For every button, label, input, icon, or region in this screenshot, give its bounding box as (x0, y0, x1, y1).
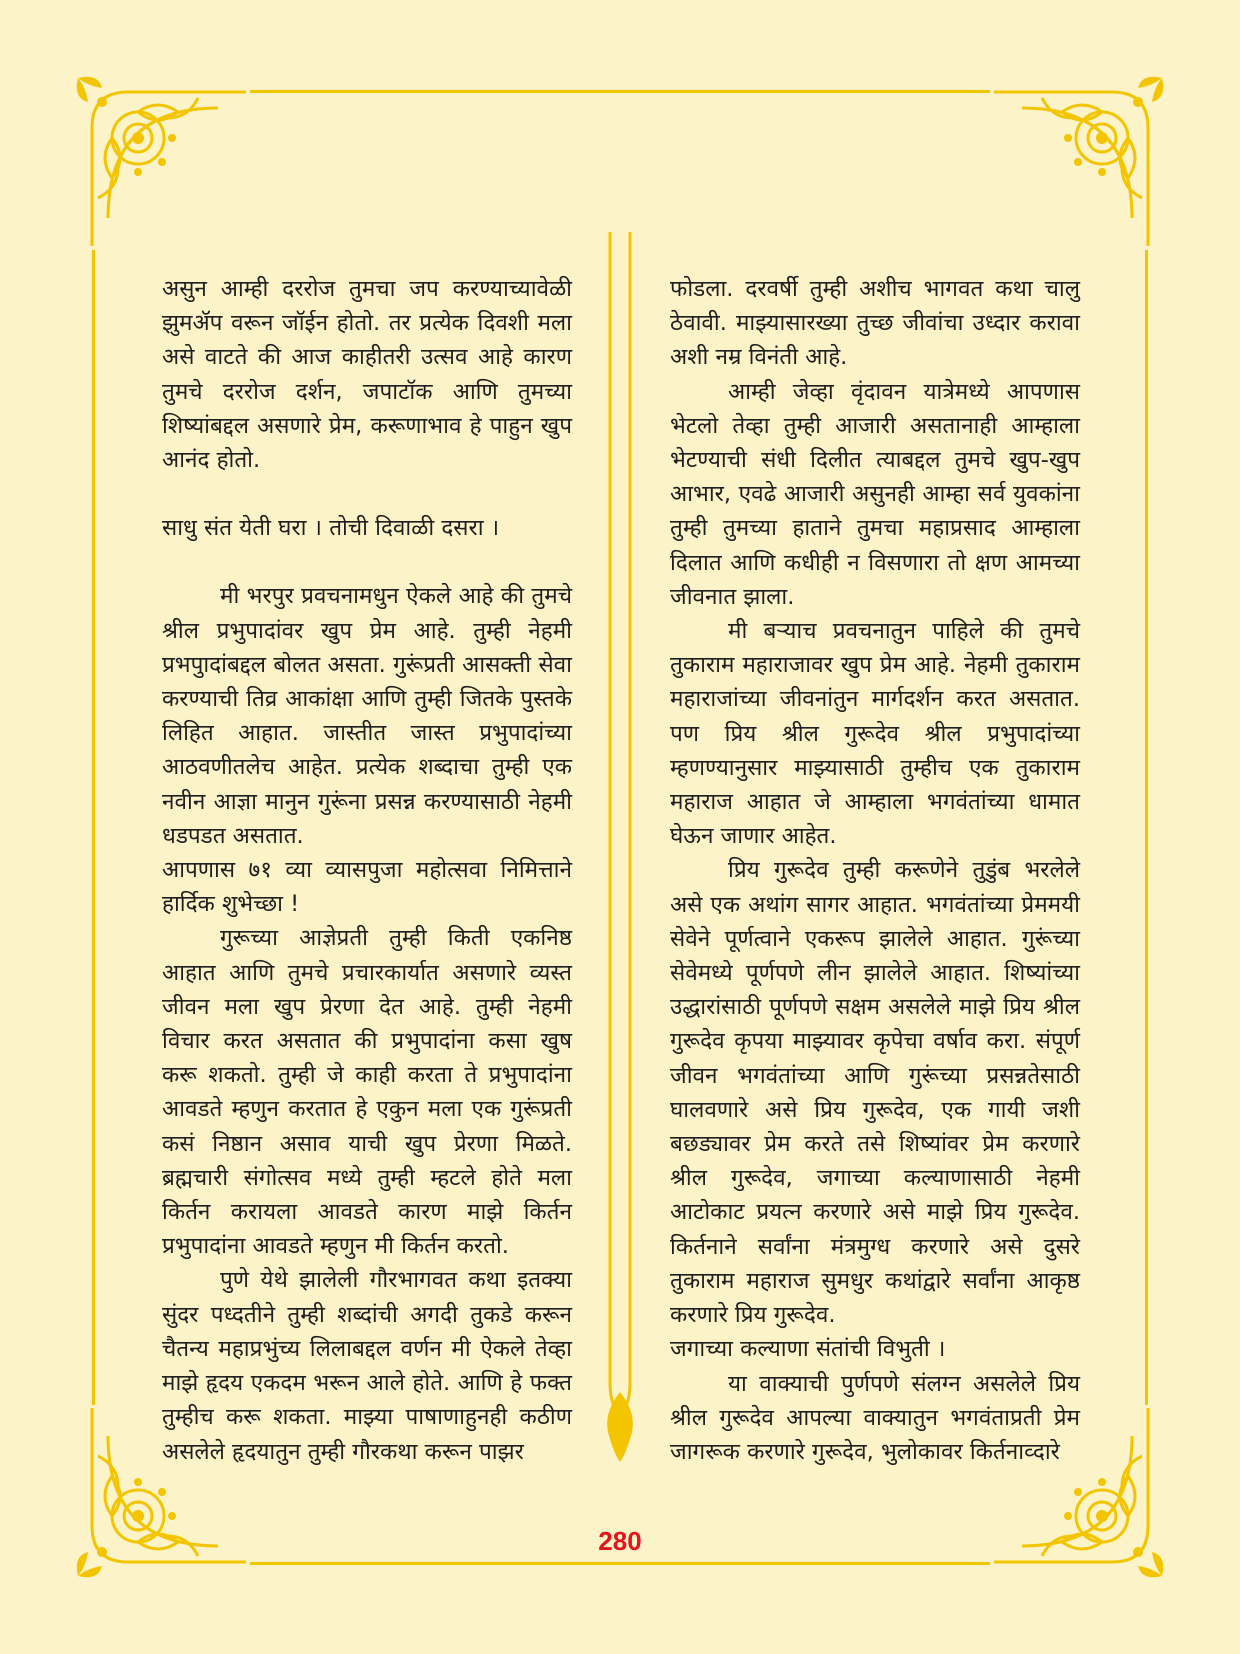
verse-line: जगाच्या कल्याणा संतांची विभुती । (670, 1336, 946, 1363)
paragraph: आम्ही जेव्हा वृंदावन यात्रेमध्ये आपणास भेटलो तेव्हा तुम्ही आजारी असतानाही आम्हाला भेटण्याची संधी दिलीत त्याबद्दल तुमचे खुप-खुप आभार, एवढे आजारी असुनही आम्हा सर्व युवकांना तुम्ही तुमच्या हाताने तुमचा महाप्रसाद आम्हाला दिलात आणि कधीही न विसणारा तो क्षण आमच्या जीवनात झाला. (670, 378, 1080, 610)
frame-top-line (250, 90, 990, 93)
frame-left-line (92, 250, 95, 1405)
left-text-column (162, 272, 572, 1469)
paragraph: गुरूच्या आज्ञेप्रती तुम्ही किती एकनिष्ठ आहात आणि तुमचे प्रचारकार्यात असणारे व्यस्त जीवन मला खुप प्रेरणा देत आहे. तुम्ही नेहमी विचार करत असतात की प्रभुपादांना कसा खुष करू शकतो. तुम्ही जे काही करता ते प्रभुपादांना आवडते म्हणुन करतात हे एकुन मला एक गुरूंप्रती कसं निष्ठान असाव याची खुप प्रेरणा मिळते. ब्रह्मचारी संगोत्सव मध्ये तुम्ही म्हटले होते मला किर्तन करायला आवडते कारण माझे किर्तन प्रभुपादांना आवडते म्हणुन मी किर्तन करतो. (162, 925, 572, 1260)
page-number: 280 (598, 1526, 642, 1556)
frame-bottom-line (250, 1562, 990, 1565)
paragraph: प्रिय गुरूदेव तुम्ही करूणेने तुडुंब भरलेले असे एक अथांग सागर आहात. भगवंतांच्या प्रेममयी सेवेने पूर्णत्वाने एकरूप झालेले आहात. गुरूंच्या सेवेमध्ये पूर्णपणे लीन झालेले आहात. शिष्यांच्या उद्धारांसाठी पूर्णपणे सक्षम असलेले माझे प्रिय श्रील गुरूदेव कृपया माझ्यावर कृपेचा वर्षाव करा. संपूर्ण जीवन भगवंतांच्या आणि गुरूंच्या प्रसन्नतेसाठी घालवणारे असे प्रिय गुरूदेव, एक गायी जशी बछड्यावर प्रेम करते तसे शिष्यांवर प्रेम करणारे श्रील गुरूदेव, जगाच्या कल्याणासाठी नेहमी आटोकाट प्रयत्न करणारे असे माझे प्रिय गुरूदेव. किर्तनाने सर्वांना मंत्रमुग्ध करणारे असे दुसरे तुकाराम महाराज सुमधुर कथांद्वारे सर्वांना आकृष्ठ करणारे प्रिय गुरूदेव. (670, 857, 1080, 1329)
corner-ornament-icon (68, 68, 248, 248)
paragraph: फोडला. दरवर्षी तुम्ही अशीच भागवत कथा चालु ठेवावी. माझ्यासारख्या तुच्छ जीवांचा उध्दार करावा अशी नम्र विनंती आहे. (670, 276, 1080, 371)
paragraph: या वाक्याची पुर्णपणे संलग्न असलेले प्रिय श्रील गुरूदेव आपल्या वाक्यातुन भगवंताप्रती प्रेम जागरूक करणारे गुरूदेव, भुलोकावर किर्तनाव्दारे (670, 1370, 1080, 1465)
paragraph: असुन आम्ही दररोज तुमचा जप करण्याच्यावेळी झुमॲप वरून जॉईन होतो. तर प्रत्येक दिवशी मला असे वाटते की आज काहीतरी उत्सव आहे कारण तुमचे दररोज दर्शन, जपाटॉक आणि तुमच्या शिष्यांबद्दल असणारे प्रेम, करूणाभाव हे पाहुन खुप आनंद होतो. (162, 276, 572, 474)
paragraph: मी भरपुर प्रवचनामधुन ऐकले आहे की तुमचे श्रील प्रभुपादांवर खुप प्रेम आहे. तुम्ही नेहमी प्रभपुादांबद्दल बोलत असता. गुरूंप्रती आसक्ती सेवा करण्याची तिव्र आकांक्षा आणि तुम्ही जितके पुस्तके लिहित आहात. जास्तीत जास्त प्रभुपादांच्या आठवणीतलेच आहेत. प्रत्येक शब्दाचा तुम्ही एक नवीन आज्ञा मानुन गुरूंना प्रसन्न करण्यासाठी नेहमी धडपडत असतात. (162, 583, 572, 849)
column-divider-icon (600, 232, 640, 1462)
corner-ornament-icon (992, 68, 1172, 248)
paragraph: मी बऱ्याच प्रवचनातुन पाहिले की तुमचे तुकाराम महाराजावर खुप प्रेम आहे. नेहमी तुकाराम महाराजांच्या जीवनांतुन मार्गदर्शन करत असतात. पण प्रिय श्रील गुरूदेव श्रील प्रभुपादांच्या म्हणण्यानुसार माझ्यासाठी तुम्हीच एक तुकाराम महाराज आहात जे आम्हाला भगवंतांच्या धामात घेऊन जाणार आहेत. (670, 618, 1080, 850)
right-text-column (670, 272, 1080, 1469)
frame-right-line (1145, 250, 1148, 1405)
paragraph: पुणे येथे झालेली गौरभागवत कथा इतक्या सुंदर पध्दतीने तुम्ही शब्दांची अगदी तुकडे करून चैतन्य महाप्रभुंच्य लिलाबद्दल वर्णन मी ऐकले तेव्हा माझे हृदय एकदम भरून आले होते. आणि हे फक्त तुम्हीच करू शकता. माझ्या पाषाणाहुनही कठीण असलेले हृदयातुन तुम्ही गौरकथा करून पाझर (162, 1267, 572, 1465)
verse-line: साधु संत येती घरा । तोची दिवाळी दसरा । (162, 515, 500, 542)
paragraph: आपणास ७१ व्या व्यासपुजा महोत्सवा निमित्ताने हार्दिक शुभेच्छा ! (162, 857, 572, 918)
